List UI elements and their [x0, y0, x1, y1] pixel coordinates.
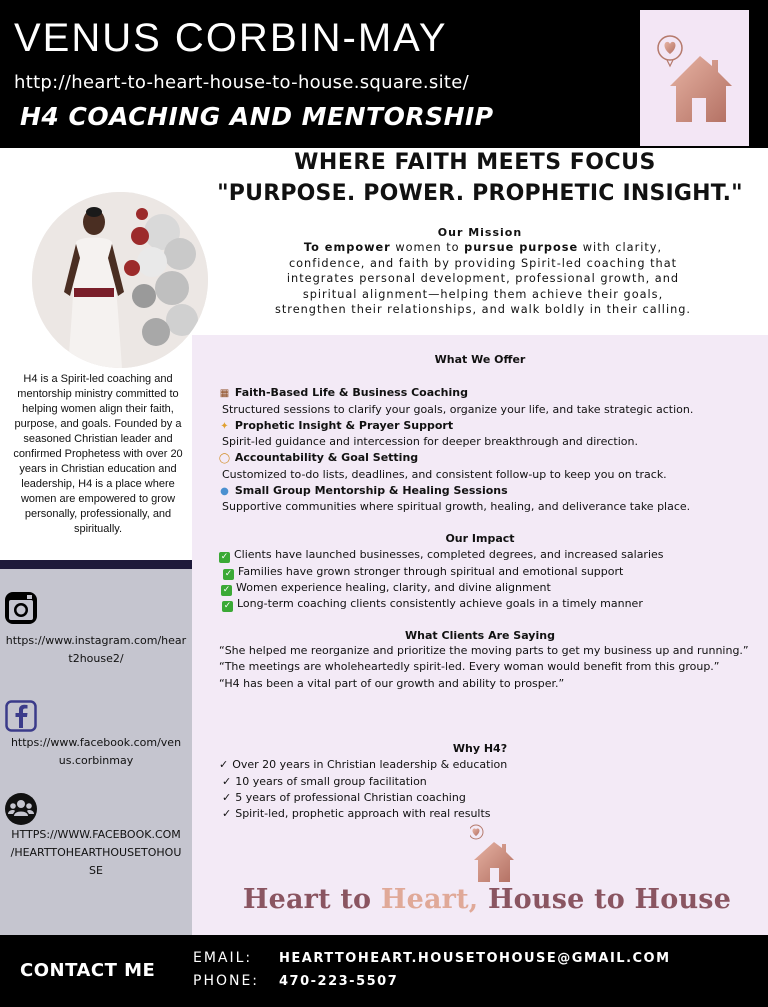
- tagline-secondary: "PURPOSE. POWER. PROPHETIC INSIGHT.": [217, 181, 743, 206]
- profile-photo: [32, 192, 208, 368]
- tick-icon: ✓: [219, 758, 229, 771]
- brand-wordmark: Heart to Heart, House to House: [242, 884, 732, 915]
- bio-text: H4 is a Spirit-led coaching and mentorship ministry committed to helping women align their faith, purpose, and goals. Founded by a seasoned Christian leader and confirmed Prophetess with over 20 years in Christian education and leadership, H4 is a place where women are empowered to grow personally, professionally, and spiritually.: [13, 373, 183, 535]
- impact-heading: Our Impact: [445, 532, 515, 545]
- coach-name: VENUS CORBIN-MAY: [14, 16, 448, 60]
- offer-item-desc: Structured sessions to clarify your goals, organize your life, and take strategic action.: [222, 403, 694, 416]
- why-item: ✓ Over 20 years in Christian leadership & education: [219, 758, 508, 771]
- why-item: ✓ Spirit-led, prophetic approach with real results: [222, 807, 491, 820]
- house-logo: [640, 10, 749, 146]
- praying-hands-icon: ✦: [220, 421, 229, 432]
- mission-heading: Our Mission: [437, 226, 523, 239]
- offer-item-title: ▦ Faith-Based Life & Business Coaching: [219, 386, 468, 399]
- testimonial-quote: “She helped me reorganize and prioritize the moving parts to get my business up and running.”: [219, 644, 749, 657]
- tick-icon: ✓: [222, 807, 232, 820]
- house-heart-icon: [640, 10, 749, 146]
- phone-link[interactable]: 470-223-5507: [279, 974, 399, 989]
- offer-item-desc: Customized to-do lists, deadlines, and consistent follow-up to keep you on track.: [222, 468, 667, 481]
- facebook-link[interactable]: https://www.facebook.com/ven us.corbinmay: [10, 736, 182, 767]
- stopwatch-icon: ◯: [218, 453, 231, 464]
- offer-item-title: ◯ Accountability & Goal Setting: [218, 451, 419, 464]
- offer-item-title: ✦ Prophetic Insight & Prayer Support: [218, 419, 453, 432]
- why-item: ✓ 10 years of small group facilitation: [222, 775, 427, 788]
- testimonials-heading: What Clients Are Saying: [405, 629, 555, 642]
- offer-item-desc: Spirit-led guidance and intercession for deeper breakthrough and direction.: [222, 435, 638, 448]
- why-heading: Why H4?: [452, 742, 508, 755]
- email-label: EMAIL:: [193, 950, 253, 966]
- testimonial-quote: “The meetings are wholeheartedly spirit-led. Every woman would benefit from this group.”: [219, 660, 720, 674]
- offer-item-desc: Supportive communities where spiritual growth, healing, and deliverance take place.: [222, 500, 691, 513]
- website-link[interactable]: http://heart-to-heart-house-to-house.square.site/: [14, 72, 469, 93]
- sidebar-divider: [0, 560, 192, 569]
- check-icon: ✓: [224, 569, 233, 579]
- testimonial-quote: “H4 has been a vital part of our growth and ability to prosper.”: [219, 676, 565, 690]
- why-item: ✓ 5 years of professional Christian coaching: [222, 791, 466, 804]
- check-icon: ✓: [220, 552, 229, 562]
- tick-icon: ✓: [222, 791, 232, 804]
- check-icon: ✓: [222, 585, 231, 595]
- instagram-link[interactable]: https://www.instagram.com/hear t2house2/: [5, 634, 187, 665]
- facebook-icon[interactable]: [5, 700, 37, 736]
- speech-bubble-icon: ●: [220, 486, 229, 497]
- testimonials-text: [219, 643, 749, 692]
- offer-item-title: ● Small Group Mentorship & Healing Sessions: [218, 484, 508, 497]
- instagram-icon[interactable]: [3, 590, 39, 630]
- check-icon: ✓: [223, 601, 232, 611]
- impact-item: ✓ Long-term coaching clients consistently achieve goals in a timely manner: [223, 597, 643, 611]
- impact-item: ✓ Families have grown stronger through spiritual and emotional support: [224, 565, 624, 579]
- email-link[interactable]: HEARTTOHEART.HOUSETOHOUSE@GMAIL.COM: [279, 951, 671, 966]
- offer-heading: What We Offer: [434, 353, 526, 366]
- program-title: H4 COACHING AND MENTORSHIP: [20, 102, 494, 131]
- contact-heading: CONTACT ME: [20, 960, 156, 981]
- briefcase-icon: ▦: [219, 388, 230, 399]
- tagline-primary: WHERE FAITH MEETS FOCUS: [294, 150, 656, 175]
- impact-item: ✓ Clients have launched businesses, completed degrees, and increased salaries: [220, 548, 664, 562]
- group-icon[interactable]: [4, 792, 38, 830]
- tick-icon: ✓: [222, 775, 232, 788]
- facebook-group-link[interactable]: HTTPS://WWW.FACEBOOK.COM /HEARTTOHEARTHOUSETOHOU SE: [10, 828, 182, 877]
- phone-label: PHONE:: [193, 973, 260, 989]
- mission-text: To empower women to pursue purpose with clarity, confidence, and faith by providing Spirit-led coaching that integrates personal development, professional growth, and spiritual alignment—helping them achieve their goals, strengthen their relationships, and walk boldly in their calling.: [274, 241, 692, 316]
- impact-item: ✓ Women experience healing, clarity, and divine alignment: [222, 581, 551, 595]
- house-heart-icon: [470, 822, 520, 888]
